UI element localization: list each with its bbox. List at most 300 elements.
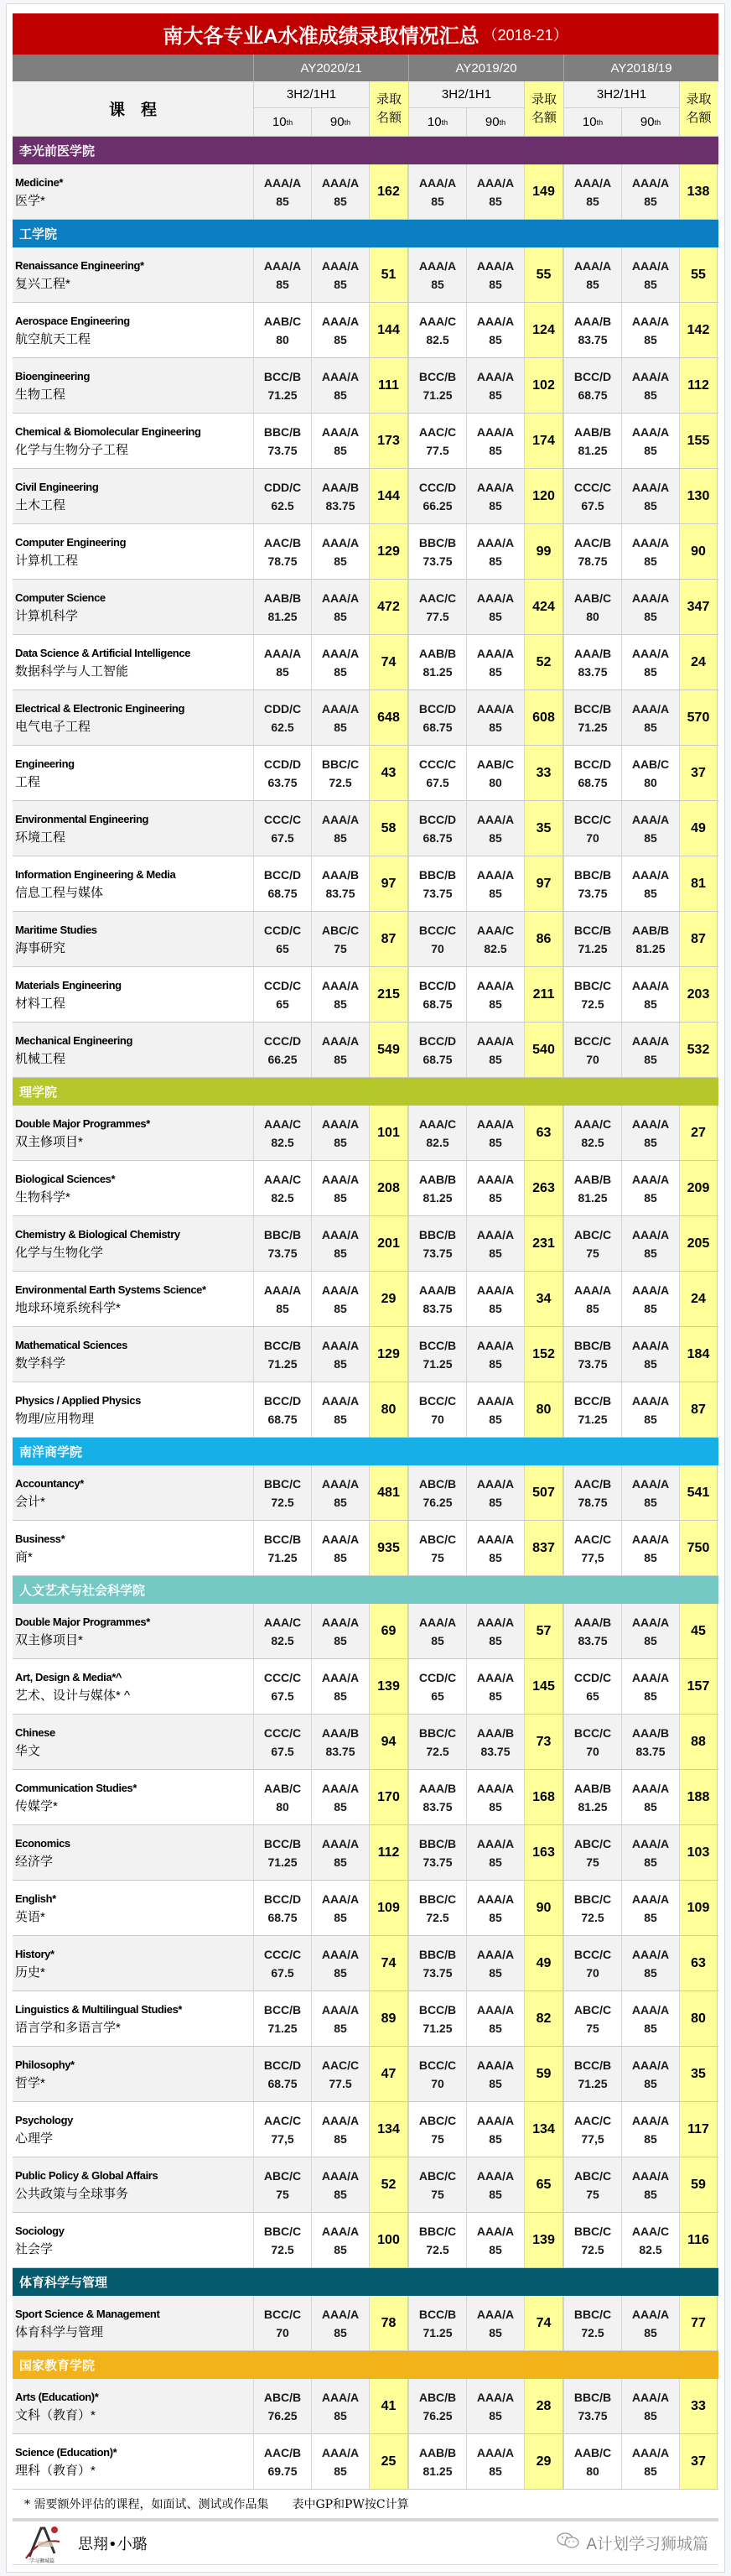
grade-combo: AAA/A — [321, 258, 360, 273]
grade-cell-p10 — [253, 2047, 311, 2101]
grade-cell-p90 — [466, 1161, 524, 1215]
rank-points: 85 — [334, 720, 347, 734]
quota-cell: 74 — [369, 635, 408, 690]
grade-combo: ABC/B — [418, 2390, 457, 2404]
rank-points: 77.5 — [329, 2076, 352, 2090]
program-name — [13, 1825, 253, 1880]
grade-combo: AAA/B — [573, 646, 612, 660]
grade-cell-p10 — [563, 690, 621, 745]
rank-points: 85 — [334, 1190, 347, 1205]
grade-combo: BBC/C — [263, 2224, 302, 2238]
grade-combo: AAA/A — [631, 369, 670, 383]
grade-cell-p90 — [621, 1161, 679, 1215]
quota-cell: 87 — [679, 912, 718, 966]
rank-points: 80 — [276, 332, 289, 346]
quota-cell: 97 — [369, 856, 408, 911]
rank-points: 72.5 — [581, 2242, 604, 2256]
rank-points: 85 — [489, 1550, 502, 1564]
grade-combo: AAA/A — [321, 1781, 360, 1795]
rank-points: 78.75 — [578, 1495, 608, 1509]
grade-cell-p90 — [621, 746, 679, 800]
rank-points: 85 — [644, 664, 657, 679]
grade-cell-p90 — [621, 164, 679, 219]
grade-combo: CCC/C — [263, 1947, 302, 1961]
grade-cell-p10 — [408, 635, 466, 690]
rank-points: 85 — [644, 554, 657, 568]
rank-points: 83.75 — [578, 1633, 608, 1647]
percentile-90th-header: 90 th — [621, 108, 679, 136]
grade-cell-p10 — [253, 2157, 311, 2212]
table-row — [13, 912, 718, 967]
rank-points: 82.5 — [484, 941, 507, 955]
grade-cell-p90 — [621, 1991, 679, 2046]
grade-combo: BBC/B — [573, 1338, 612, 1352]
rank-points: 85 — [489, 554, 502, 568]
quota-cell: 73 — [524, 1715, 563, 1769]
rank-points: 85 — [644, 2464, 657, 2478]
grade-combo: BCC/D — [263, 2058, 302, 2072]
grade-cell-p10 — [563, 524, 621, 579]
rank-points: 85 — [489, 2131, 502, 2146]
grade-cell-p90 — [621, 303, 679, 357]
program-name — [13, 1936, 253, 1991]
quota-cell: 608 — [524, 690, 563, 745]
rank-points: 65 — [586, 1689, 599, 1703]
grade-combo: AAA/A — [321, 591, 360, 605]
table-row — [13, 303, 718, 358]
rank-points: 85 — [644, 194, 657, 208]
quota-cell: 88 — [679, 1715, 718, 1769]
grade-cell-p10 — [408, 2157, 466, 2212]
quota-cell: 142 — [679, 303, 718, 357]
quota-cell: 168 — [524, 1770, 563, 1824]
rank-points: 85 — [334, 2187, 347, 2201]
grade-combo: AAA/B — [573, 1615, 612, 1629]
grade-cell-p90 — [311, 2047, 369, 2101]
table-row — [13, 1881, 718, 1936]
grade-cell-p10 — [253, 358, 311, 413]
grade-cell-p10 — [563, 164, 621, 219]
quota-cell: 138 — [679, 164, 718, 219]
quota-cell: 24 — [679, 635, 718, 690]
grade-combo: AAA/A — [321, 2113, 360, 2127]
program-name — [13, 2296, 253, 2350]
program-name-zh: 历史* — [15, 1965, 45, 1980]
program-name — [13, 580, 253, 634]
quota-cell: 109 — [369, 1881, 408, 1935]
rank-points: 85 — [489, 1356, 502, 1371]
grade-combo: AAA/C — [418, 1116, 457, 1131]
wechat-account[interactable] — [556, 2531, 708, 2556]
grade-combo: BCC/B — [418, 1338, 457, 1352]
grade-combo: AAA/A — [476, 1781, 515, 1795]
quota-header: 录取 名额 — [679, 81, 718, 136]
grade-cell-p10 — [253, 1881, 311, 1935]
rank-points: 82.5 — [581, 1135, 604, 1149]
grade-combo: BCC/B — [573, 1393, 612, 1408]
grade-cell-p10 — [408, 1936, 466, 1991]
grade-combo: AAA/A — [263, 258, 302, 273]
rank-points: 85 — [334, 1301, 347, 1315]
grade-cell-p90 — [621, 1272, 679, 1326]
rank-points: 71.25 — [267, 1550, 298, 1564]
rank-points: 85 — [644, 443, 657, 457]
footnote-gp-pw: 表中GP和PW按C计算 — [292, 2498, 409, 2511]
rank-points: 85 — [644, 1495, 657, 1509]
grade-cell-p10 — [408, 801, 466, 856]
rank-points: 85 — [644, 1356, 657, 1371]
grade-combo: AAA/A — [476, 175, 515, 190]
grade-cell-p10 — [253, 1991, 311, 2046]
grade-combo: BCC/C — [573, 1947, 612, 1961]
grade-combo: BCC/C — [263, 2307, 302, 2321]
grade-cell-p10 — [253, 2102, 311, 2157]
quota-cell: 63 — [524, 1106, 563, 1160]
grade-combo: CDD/C — [263, 480, 302, 494]
quota-cell: 24 — [679, 1272, 718, 1326]
quota-cell: 109 — [679, 1881, 718, 1935]
grade-cell-p10 — [253, 1715, 311, 1769]
grade-cell-p10 — [408, 1659, 466, 1714]
grade-combo: BCC/D — [418, 1033, 457, 1048]
grade-combo: ABC/C — [573, 1227, 612, 1241]
rank-points: 68.75 — [423, 997, 453, 1011]
grade-combo: AAA/A — [321, 314, 360, 328]
rank-points: 72.5 — [581, 997, 604, 1011]
grade-cell-p10 — [563, 580, 621, 634]
grade-cell-p10 — [253, 635, 311, 690]
grade-combo: AAA/A — [418, 258, 457, 273]
rank-points: 78.75 — [267, 554, 298, 568]
grade-cell-p90 — [466, 746, 524, 800]
program-name — [13, 635, 253, 690]
program-name — [13, 358, 253, 413]
grade-cell-p90 — [466, 801, 524, 856]
program-name-en: Science (Education)* — [15, 2445, 117, 2459]
quota-cell: 49 — [524, 1936, 563, 1991]
rank-points: 85 — [489, 277, 502, 291]
brand-footer — [13, 2521, 718, 2565]
rank-points: 83.75 — [325, 1744, 355, 1758]
table-row — [13, 1991, 718, 2047]
rank-points: 85 — [644, 1910, 657, 1924]
grade-cell-p10 — [563, 1161, 621, 1215]
rank-points: 75 — [586, 2187, 599, 2201]
rank-points: 68.75 — [423, 720, 453, 734]
rank-points: 85 — [489, 2464, 502, 2478]
rank-points: 83.75 — [423, 1799, 453, 1814]
rank-points: 85 — [489, 1190, 502, 1205]
grade-cell-p10 — [563, 1465, 621, 1520]
rank-points: 83.75 — [578, 332, 608, 346]
grade-combo: AAA/A — [631, 480, 670, 494]
grade-cell-p90 — [621, 856, 679, 911]
grade-combo: AAA/A — [476, 1670, 515, 1684]
grade-cell-p10 — [408, 247, 466, 302]
year-header-2021: AY2020/21 — [253, 55, 408, 81]
table-row — [13, 2296, 718, 2351]
rank-points: 82.5 — [271, 1135, 294, 1149]
grade-cell-p90 — [621, 1659, 679, 1714]
grade-combo: AAA/A — [321, 1393, 360, 1408]
quota-cell: 81 — [679, 856, 718, 911]
grade-cell-p90 — [466, 580, 524, 634]
table-row — [13, 1465, 718, 1521]
grade-cell-p90 — [311, 1825, 369, 1880]
grade-combo: AAA/A — [321, 1947, 360, 1961]
grade-combo: BCC/B — [573, 923, 612, 937]
grade-cell-p10 — [253, 247, 311, 302]
grade-cell-p90 — [621, 1936, 679, 1991]
grade-combo: AAA/B — [631, 1725, 670, 1740]
grade-combo: BCC/C — [573, 812, 612, 826]
grade-combo: AAA/A — [476, 1836, 515, 1850]
program-name-en: Aerospace Engineering — [15, 314, 130, 327]
rank-points: 75 — [431, 1550, 444, 1564]
grade-cell-p90 — [466, 1023, 524, 1077]
rank-points: 85 — [489, 1855, 502, 1869]
rank-points: 85 — [334, 554, 347, 568]
grade-cell-p90 — [466, 1991, 524, 2046]
grade-combo: AAA/A — [631, 978, 670, 992]
rank-points: 85 — [489, 2076, 502, 2090]
grade-combo: AAA/A — [476, 1172, 515, 1186]
grade-cell-p90 — [621, 524, 679, 579]
program-name — [13, 1106, 253, 1160]
rank-points: 85 — [489, 332, 502, 346]
grade-cell-p90 — [311, 746, 369, 800]
program-name — [13, 1216, 253, 1271]
grade-cell-p90 — [466, 967, 524, 1022]
grade-cell-p10 — [563, 1991, 621, 2046]
grade-combo: CCC/D — [418, 480, 457, 494]
rank-points: 81.25 — [267, 609, 298, 623]
quota-cell: 35 — [679, 2047, 718, 2101]
grade-cell-p10 — [563, 912, 621, 966]
grade-combo: AAA/A — [476, 2307, 515, 2321]
quota-cell: 49 — [679, 801, 718, 856]
rank-points: 85 — [334, 1135, 347, 1149]
grade-cell-p10 — [563, 1825, 621, 1880]
section-header: 理学院 — [13, 1078, 718, 1106]
rank-points: 68.75 — [267, 886, 298, 900]
program-name — [13, 469, 253, 523]
subject-combo-header: 3H2/1H1 — [253, 81, 369, 108]
grade-combo: AAA/A — [476, 1532, 515, 1546]
grade-cell-p90 — [621, 580, 679, 634]
grade-combo: CCC/C — [418, 757, 457, 771]
program-name-zh: 生物工程 — [15, 387, 66, 402]
table-row — [13, 580, 718, 635]
grade-cell-p10 — [253, 967, 311, 1022]
grade-combo: AAA/A — [321, 1670, 360, 1684]
quota-cell: 129 — [369, 524, 408, 579]
rank-points: 75 — [586, 1855, 599, 1869]
grade-cell-p90 — [311, 580, 369, 634]
grade-combo: BCC/D — [263, 867, 302, 882]
grade-combo: AAA/A — [476, 535, 515, 549]
footnote — [13, 2490, 718, 2521]
grade-cell-p90 — [621, 1216, 679, 1271]
program-name-zh: 数学科学 — [15, 1356, 66, 1371]
table-row — [13, 801, 718, 856]
grade-combo: AAA/A — [476, 1033, 515, 1048]
program-name-en: Double Major Programmes* — [15, 1615, 150, 1628]
grade-combo: CCC/C — [263, 1670, 302, 1684]
quota-cell: 130 — [679, 469, 718, 523]
rank-points: 85 — [489, 498, 502, 513]
grade-combo: AAA/A — [321, 1227, 360, 1241]
rank-points: 77.5 — [426, 609, 449, 623]
rank-points: 85 — [334, 1965, 347, 1980]
grade-cell-p90 — [311, 635, 369, 690]
table-row — [13, 2047, 718, 2102]
table-row — [13, 690, 718, 746]
quota-cell: 80 — [524, 1382, 563, 1437]
rank-points: 68.75 — [267, 2076, 298, 2090]
grade-combo: AAB/B — [418, 2445, 457, 2459]
rank-points: 85 — [644, 720, 657, 734]
rank-points: 65 — [276, 997, 289, 1011]
grade-cell-p10 — [563, 303, 621, 357]
program-name — [13, 1161, 253, 1215]
program-name-en: Sport Science & Management — [15, 2307, 160, 2320]
grade-cell-p10 — [563, 1881, 621, 1935]
rank-points: 83.75 — [480, 1744, 511, 1758]
brand-logo-icon — [23, 2523, 65, 2563]
program-name-en: Mathematical Sciences — [15, 1338, 127, 1351]
rank-points: 67.5 — [426, 775, 449, 789]
grade-cell-p10 — [253, 1659, 311, 1714]
grade-cell-p10 — [563, 1106, 621, 1160]
rank-points: 85 — [644, 2325, 657, 2339]
program-name-zh: 机械工程 — [15, 1051, 66, 1066]
rank-points: 72.5 — [271, 2242, 294, 2256]
program-name — [13, 1521, 253, 1575]
grade-cell-p10 — [563, 1521, 621, 1575]
grade-cell-p90 — [466, 1465, 524, 1520]
grade-combo: AAA/A — [321, 2002, 360, 2017]
grade-cell-p10 — [408, 2434, 466, 2489]
grade-cell-p10 — [563, 1272, 621, 1326]
grade-cell-p10 — [253, 164, 311, 219]
grade-combo: AAA/A — [321, 424, 360, 439]
program-name — [13, 1327, 253, 1382]
grade-combo: ABC/B — [263, 2390, 302, 2404]
quota-cell: 51 — [369, 247, 408, 302]
rank-points: 85 — [334, 332, 347, 346]
grade-cell-p10 — [408, 2296, 466, 2350]
percentile-90th-header: 90 th — [466, 108, 524, 136]
quota-cell: 57 — [524, 1604, 563, 1658]
grade-cell-p90 — [311, 1216, 369, 1271]
rank-points: 68.75 — [578, 388, 608, 402]
rank-points: 85 — [586, 194, 599, 208]
grade-combo: AAA/A — [476, 314, 515, 328]
quota-cell: 209 — [679, 1161, 718, 1215]
grade-combo: BBC/C — [418, 1725, 457, 1740]
grade-cell-p90 — [311, 1521, 369, 1575]
rank-points: 82.5 — [426, 332, 449, 346]
rank-points: 80 — [489, 775, 502, 789]
quota-cell: 144 — [369, 469, 408, 523]
quota-cell: 65 — [524, 2157, 563, 2212]
grade-combo: AAA/A — [476, 2445, 515, 2459]
grade-cell-p90 — [311, 164, 369, 219]
rank-points: 85 — [489, 194, 502, 208]
quota-cell: 103 — [679, 1825, 718, 1880]
quota-cell: 100 — [369, 2213, 408, 2267]
grade-combo: AAA/C — [418, 314, 457, 328]
grade-combo: AAA/A — [631, 535, 670, 549]
quota-cell: 144 — [369, 303, 408, 357]
table-row — [13, 1272, 718, 1327]
rank-points: 85 — [644, 997, 657, 1011]
grade-combo: AAC/B — [263, 535, 302, 549]
rank-points: 85 — [644, 1190, 657, 1205]
quota-cell: 174 — [524, 414, 563, 468]
rank-points: 85 — [334, 1910, 347, 1924]
quota-cell: 37 — [679, 2434, 718, 2489]
program-name-zh: 土木工程 — [15, 497, 66, 513]
grade-cell-p10 — [563, 2213, 621, 2267]
rank-points: 85 — [489, 720, 502, 734]
grade-combo: BCC/B — [418, 369, 457, 383]
program-name-en: Double Major Programmes* — [15, 1116, 150, 1130]
grade-cell-p10 — [253, 469, 311, 523]
rank-points: 83.75 — [325, 498, 355, 513]
section-header: 南洋商学院 — [13, 1438, 718, 1465]
program-name-zh: 心理学 — [15, 2131, 54, 2146]
grade-combo: BBC/C — [263, 1476, 302, 1491]
grade-cell-p10 — [253, 1936, 311, 1991]
quota-cell: 837 — [524, 1521, 563, 1575]
program-name-en: Computer Science — [15, 591, 106, 604]
grade-cell-p90 — [466, 414, 524, 468]
grade-cell-p10 — [253, 801, 311, 856]
rank-points: 85 — [334, 609, 347, 623]
quota-cell: 205 — [679, 1216, 718, 1271]
grade-cell-p90 — [621, 1327, 679, 1382]
rank-points: 85 — [644, 388, 657, 402]
quota-cell: 117 — [679, 2102, 718, 2157]
grade-cell-p90 — [311, 1715, 369, 1769]
grade-cell-p90 — [311, 967, 369, 1022]
rank-points: 85 — [334, 1855, 347, 1869]
table-row — [13, 1825, 718, 1881]
grade-cell-p90 — [311, 1991, 369, 2046]
grade-combo: BBC/B — [573, 867, 612, 882]
grade-combo: AAA/A — [321, 1476, 360, 1491]
rank-points: 68.75 — [578, 775, 608, 789]
grade-cell-p10 — [408, 303, 466, 357]
grade-combo: AAA/A — [321, 2445, 360, 2459]
program-name-zh: 会计* — [15, 1494, 45, 1509]
grade-cell-p90 — [466, 1272, 524, 1326]
program-name-zh: 传媒学* — [15, 1798, 58, 1814]
grade-cell-p10 — [563, 1023, 621, 1077]
rank-points: 71.25 — [578, 2076, 608, 2090]
grade-cell-p10 — [408, 2047, 466, 2101]
grade-cell-p10 — [563, 358, 621, 413]
grade-cell-p10 — [563, 1936, 621, 1991]
grade-combo: BCC/D — [418, 812, 457, 826]
grade-combo: AAA/A — [476, 2168, 515, 2183]
rank-points: 71.25 — [423, 2325, 453, 2339]
grade-cell-p10 — [563, 414, 621, 468]
program-name-zh: 海事研究 — [15, 940, 66, 955]
grade-cell-p10 — [408, 164, 466, 219]
